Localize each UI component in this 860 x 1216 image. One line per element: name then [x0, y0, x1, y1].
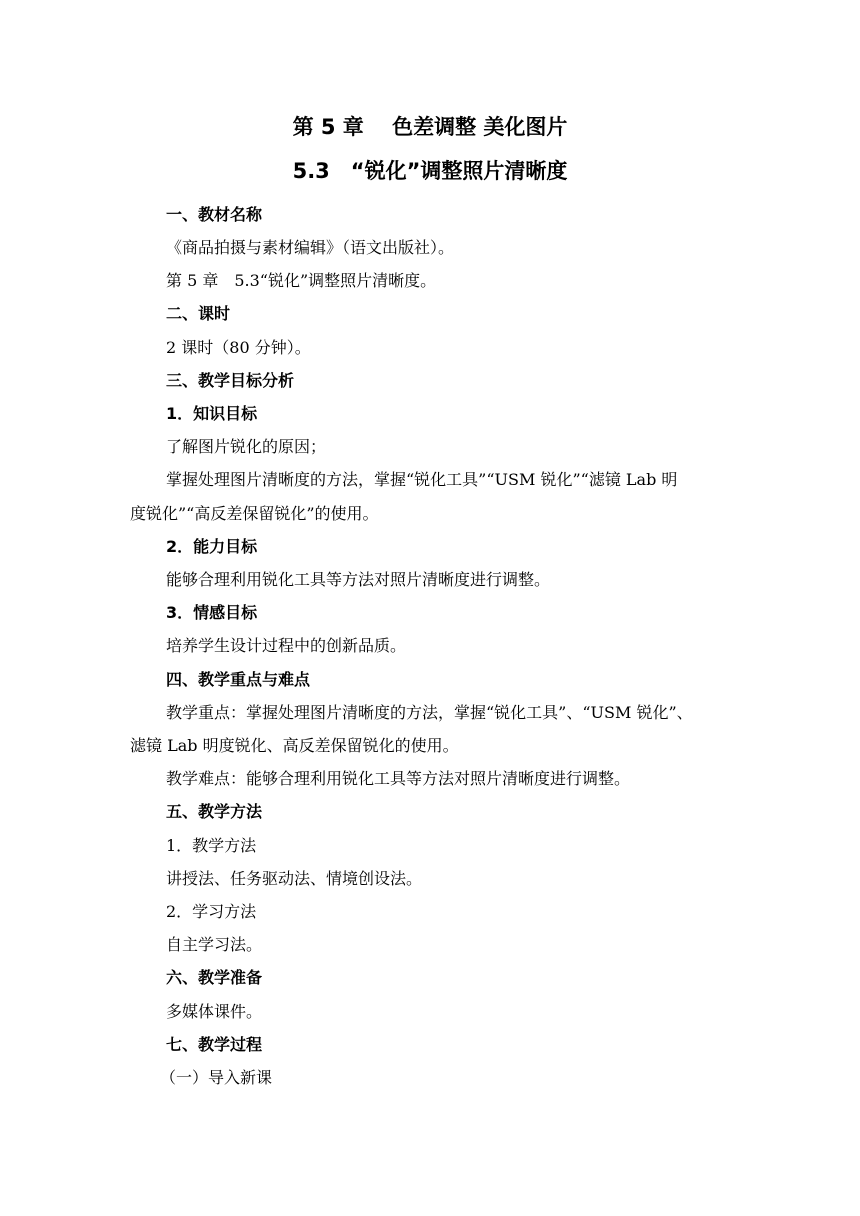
paragraph: 第 5 章 5.3“锐化”调整照片清晰度。 — [166, 271, 437, 290]
heading-key-points: 四、教学重点与难点 — [166, 670, 311, 689]
paragraph: 《商品拍摄与素材编辑》（语文出版社）。 — [166, 238, 455, 257]
paragraph: 2 课时（80 分钟）。 — [166, 338, 311, 357]
paragraph: 教学难点：能够合理利用锐化工具等方法对照片清晰度进行调整。 — [166, 769, 631, 788]
paragraph: 能够合理利用锐化工具等方法对照片清晰度进行调整。 — [166, 570, 551, 589]
paragraph: 培养学生设计过程中的创新品质。 — [166, 636, 407, 655]
paragraph-continued: 滤镜 Lab 明度锐化、高反差保留锐化的使用。 — [130, 736, 459, 755]
heading-objectives: 三、教学目标分析 — [166, 371, 295, 390]
heading-class-hours: 二、课时 — [166, 304, 231, 323]
subheading-knowledge: 1．知识目标 — [166, 404, 258, 423]
heading-process: 七、教学过程 — [166, 1035, 263, 1054]
subheading-ability: 2．能力目标 — [166, 537, 258, 556]
heading-methods: 五、教学方法 — [166, 802, 263, 821]
paragraph-continued: 度锐化”“高反差保留锐化”的使用。 — [130, 504, 379, 523]
paragraph: 多媒体课件。 — [166, 1002, 263, 1021]
chapter-title: 第 5 章 色差调整 美化图片 — [292, 115, 568, 139]
heading-material-name: 一、教材名称 — [166, 205, 263, 224]
subheading-teaching-method: 1．教学方法 — [166, 836, 257, 855]
subheading-learning-method: 2．学习方法 — [166, 902, 257, 921]
section-title: 5.3 “锐化”调整照片清晰度 — [292, 159, 568, 183]
paragraph: 自主学习法。 — [166, 935, 263, 954]
paragraph: 教学重点：掌握处理图片清晰度的方法，掌握“锐化工具”、“USM 锐化”、 — [166, 703, 693, 722]
paragraph: 掌握处理图片清晰度的方法，掌握“锐化工具”“USM 锐化”“滤镜 Lab 明 — [166, 470, 678, 489]
paragraph: 讲授法、任务驱动法、情境创设法。 — [166, 869, 423, 888]
paragraph: 了解图片锐化的原因； — [166, 437, 327, 456]
subheading-intro: （一）导入新课 — [160, 1068, 273, 1087]
subheading-emotion: 3．情感目标 — [166, 603, 258, 622]
heading-preparation: 六、教学准备 — [166, 968, 263, 987]
